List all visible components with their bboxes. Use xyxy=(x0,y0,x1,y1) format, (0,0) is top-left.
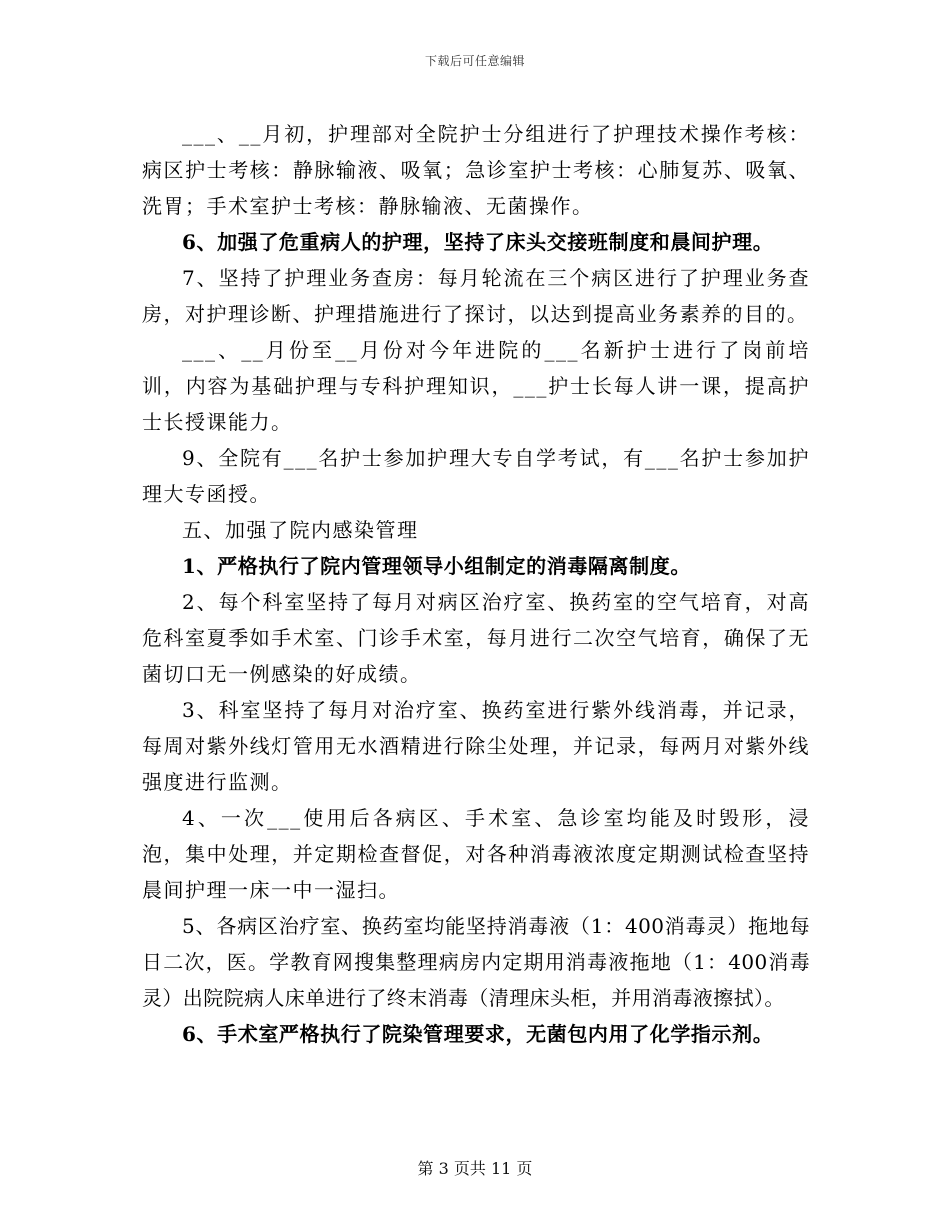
paragraph-operating-room: 6、手术室严格执行了院染管理要求，无菌包内用了化学指示剂。 xyxy=(182,1022,774,1046)
paragraph-disinfection-rules: 1、严格执行了院内管理领导小组制定的消毒隔离制度。 xyxy=(182,554,691,578)
paragraph-critical-care: 6、加强了危重病人的护理，坚持了床头交接班制度和晨间护理。 xyxy=(182,230,774,254)
page-footer: 第 3 页共 11 页 xyxy=(417,1159,533,1178)
page-header: 下载后可任意编辑 xyxy=(424,54,525,68)
paragraph-new-nurse-training: ___、__月份至__月份对今年进院的___名新护士进行了岗前培训，内容为基础护理与专科护理知识，___护士长每人讲一课，提高护士长授课能力。 xyxy=(142,338,810,434)
document-body xyxy=(142,116,810,1052)
paragraph-self-study-exam: 9、全院有___名护士参加护理大专自学考试，有___名护士参加护理大专函授。 xyxy=(142,446,810,506)
paragraph-disposable-items: 4、一次___使用后各病区、手术室、急诊室均能及时毁形，浸泡，集中处理，并定期检查督促，对各种消毒液浓度定期测试检查坚持晨间护理一床一中一湿扫。 xyxy=(142,806,810,902)
section-heading-infection-control: 五、加强了院内感染管理 xyxy=(182,518,419,542)
paragraph-skills-assessment: ___、__月初，护理部对全院护士分组进行了护理技术操作考核：病区护士考核：静脉输液、吸氧；急诊室护士考核：心肺复苏、吸氧、洗胃；手术室护士考核：静脉输液、无菌操作。 xyxy=(142,122,810,218)
paragraph-uv-disinfection: 3、科室坚持了每月对治疗室、换药室进行紫外线消毒，并记录，每周对紫外线灯管用无水酒精进行除尘处理，并记录，每两月对紫外线强度进行监测。 xyxy=(142,698,810,794)
paragraph-nursing-rounds: 7、坚持了护理业务查房：每月轮流在三个病区进行了护理业务查房，对护理诊断、护理措施进行了探讨，以达到提高业务素养的目的。 xyxy=(142,266,810,326)
paragraph-floor-disinfection: 5、各病区治疗室、换药室均能坚持消毒液（1：400消毒灵）拖地每日二次，医。学教育网搜集整理病房内定期用消毒液拖地（1：400消毒灵）出院院病人床单进行了终末消毒（清理床头柜，并用消毒液擦拭）。 xyxy=(142,914,810,1010)
paragraph-air-culture: 2、每个科室坚持了每月对病区治疗室、换药室的空气培育，对高危科室夏季如手术室、门诊手术室，每月进行二次空气培育，确保了无菌切口无一例感染的好成绩。 xyxy=(142,590,810,686)
